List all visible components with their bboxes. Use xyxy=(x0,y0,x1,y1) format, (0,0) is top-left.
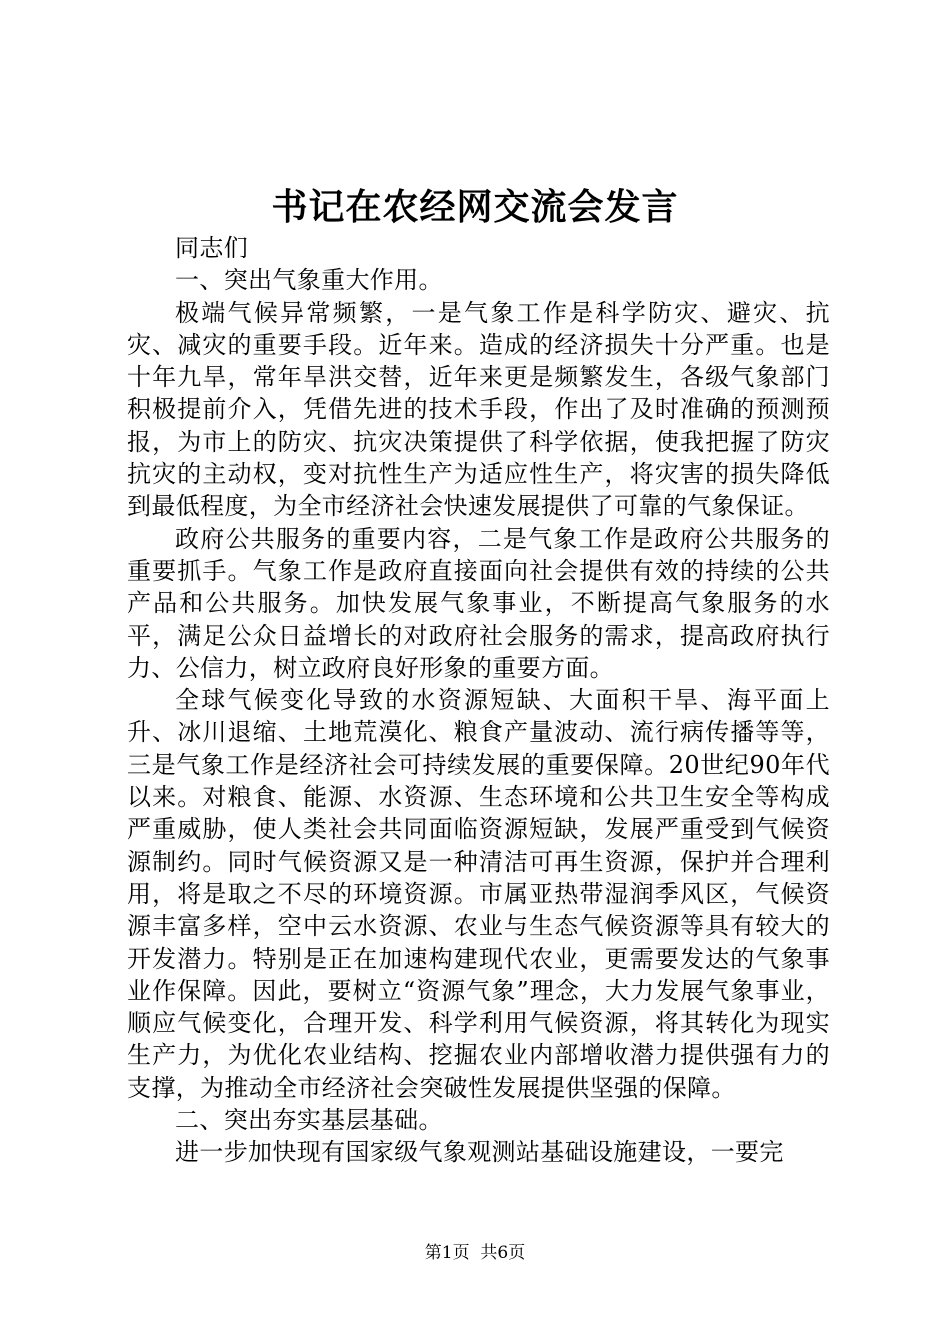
document-title: 书记在农经网交流会发言 xyxy=(271,186,679,228)
paragraph-3: 全球气候变化导致的水资源短缺、大面积干旱、海平面上升、冰川退缩、土地荒漠化、粮食产量波动、流行病传播等等，三是气象工作是经济社会可持续发展的重要保障。20世纪90年代以来。对粮食、能源、水资源、生态环境和公共卫生安全等构成严重威胁，使人类社会共同面临资源短缺，发展严重受到气候资源制约。同时气候资源又是一种清洁可再生资源，保护并合理利用，将是取之不尽的环境资源。市属亚热带湿润季风区，气候资源丰富多样，空中云水资源、农业与生态气候资源等具有较大的开发潜力。特别是正在加速构建现代农业，更需要发达的气象事业作保障。因此，要树立“资源气象”理念，大力发展气象事业，顺应气候变化，合理开发、科学利用气候资源，将其转化为现实生产力，为优化农业结构、挖掘农业内部增收潜力提供强有力的支撑，为推动全市经济社会突破性发展提供坚强的保障。 xyxy=(127,686,830,1102)
paragraph-4: 进一步加快现有国家级气象观测站基础设施建设，一要完 xyxy=(175,1138,784,1167)
document-body xyxy=(127,232,830,1169)
page-total: 共6页 xyxy=(480,1243,526,1263)
paragraph-2: 政府公共服务的重要内容，二是气象工作是政府公共服务的重要抓手。气象工作是政府直接面向社会提供有效的持续的公共产品和公共服务。加快发展气象事业，不断提高气象服务的水平，满足公众日益增长的对政府社会服务的需求，提高政府执行力、公信力，树立政府良好形象的重要方面。 xyxy=(127,524,830,682)
section-heading-2: 二、突出夯实基层基础。 xyxy=(175,1106,443,1135)
page-footer xyxy=(0,1241,950,1265)
paragraph-1: 极端气候异常频繁，一是气象工作是科学防灾、避灾、抗灾、减灾的重要手段。近年来。造成的经济损失十分严重。也是十年九旱，常年旱洪交替，近年来更是频繁发生，各级气象部门积极提前介入，凭借先进的技术手段，作出了及时准确的预测预报，为市上的防灾、抗灾决策提供了科学依据，使我把握了防灾抗灾的主动权，变对抗性生产为适应性生产，将灾害的损失降低到最低程度，为全市经济社会快速发展提供了可靠的气象保证。 xyxy=(127,298,830,521)
section-heading-1: 一、突出气象重大作用。 xyxy=(175,266,443,295)
page-number: 第1页 xyxy=(424,1243,470,1263)
salutation: 同志们 xyxy=(175,234,249,262)
